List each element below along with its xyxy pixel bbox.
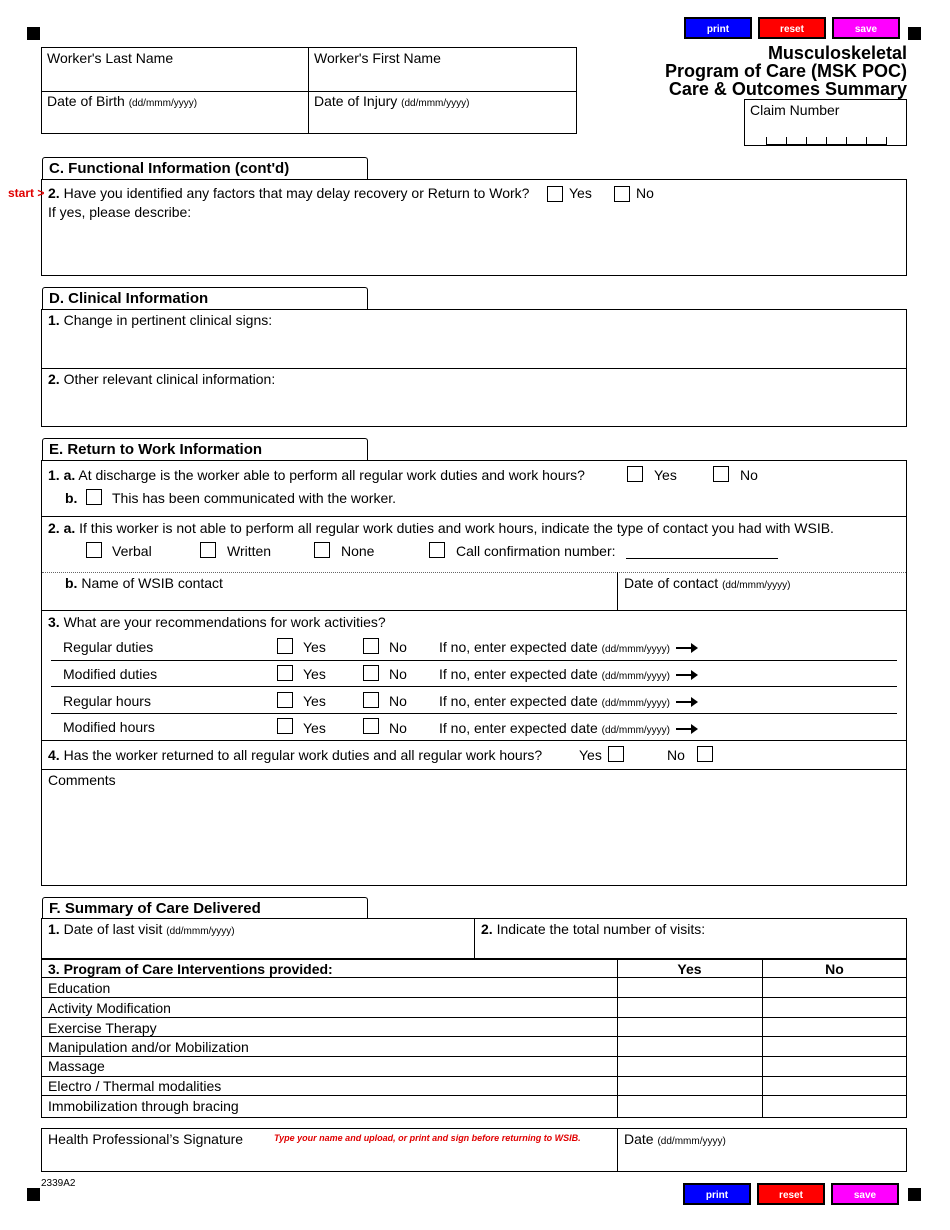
print-button[interactable]: print <box>683 1183 751 1205</box>
activity-no-checkbox[interactable] <box>363 692 379 708</box>
e-q4-text: 4. Has the worker returned to all regular work duties and all regular work hours? <box>48 747 543 763</box>
section-c-title: C. Functional Information (cont'd) <box>42 157 368 179</box>
last-visit-field[interactable]: 1. Date of last visit (dd/mmm/yyyy) <box>48 921 235 937</box>
row-divider <box>51 686 897 687</box>
date-of-contact-field[interactable]: Date of contact (dd/mmm/yyyy) <box>624 575 791 591</box>
dob-field[interactable] <box>47 93 197 109</box>
claim-digit-tick <box>786 137 787 144</box>
intervention-label: Activity Modification <box>48 1000 171 1016</box>
claim-digit-tick <box>766 137 767 144</box>
none-checkbox[interactable] <box>314 542 330 558</box>
section-d-divider <box>41 368 907 369</box>
e-q1b-checkbox[interactable] <box>86 489 102 505</box>
table-row-divider <box>41 1056 907 1057</box>
activity-label: Regular hours <box>63 693 151 709</box>
section-d-title: D. Clinical Information <box>42 287 368 309</box>
signature-field[interactable]: Health Professional’s Signature <box>48 1131 244 1147</box>
claim-digit-tick <box>886 137 887 144</box>
no-label: No <box>389 720 407 736</box>
intervention-label: Manipulation and/or Mobilization <box>48 1039 249 1055</box>
claim-digit-tick <box>866 137 867 144</box>
no-label: No <box>740 467 758 483</box>
activity-no-checkbox[interactable] <box>363 718 379 734</box>
table-row-divider <box>41 1036 907 1037</box>
c-q2-no-checkbox[interactable] <box>614 186 630 202</box>
expected-date-field[interactable]: If no, enter expected date (dd/mmm/yyyy) <box>439 720 671 736</box>
c-q2-yes-checkbox[interactable] <box>547 186 563 202</box>
d-q1-field[interactable]: 1. Change in pertinent clinical signs: <box>48 312 273 328</box>
save-button[interactable]: save <box>831 1183 899 1205</box>
signature-date-field[interactable]: Date (dd/mmm/yyyy) <box>624 1131 726 1147</box>
yes-label: Yes <box>303 720 326 736</box>
section-e-divider <box>41 610 907 611</box>
e-q2a-text: 2. a. If this worker is not able to perform all regular work duties and work hours, indicate the type of contact you had with WSIB. <box>48 520 834 536</box>
expected-date-field[interactable]: If no, enter expected date (dd/mmm/yyyy) <box>439 693 671 709</box>
intervention-label: Exercise Therapy <box>48 1020 157 1036</box>
call-confirmation-label: Call confirmation number: <box>456 543 616 559</box>
form-title-line1: Musculoskeletal <box>767 43 907 63</box>
table-column-divider <box>762 958 763 1118</box>
form-title-line2: Program of Care (MSK POC) <box>664 61 907 81</box>
claim-number-baseline <box>766 144 887 145</box>
claim-digit-tick <box>826 137 827 144</box>
activity-label: Modified hours <box>63 719 155 735</box>
e-q3-text: 3. What are your recommendations for work activities? <box>48 614 386 630</box>
section-f-divider <box>474 918 475 959</box>
intervention-label: Education <box>48 980 111 996</box>
signature-note: Type your name and upload, or print and sign before returning to WSIB. <box>274 1133 581 1143</box>
doi-label: Date of Injury <box>314 93 398 109</box>
registration-mark <box>27 1188 40 1201</box>
c-q2-text: 2. Have you identified any factors that may delay recovery or Return to Work? <box>48 185 530 201</box>
section-e-dotted-divider <box>42 572 906 573</box>
dob-label: Date of Birth <box>47 93 125 109</box>
wsib-contact-field[interactable]: b. Name of WSIB contact <box>65 575 223 591</box>
form-title-line3: Care & Outcomes Summary <box>668 79 907 99</box>
row-divider <box>51 660 897 661</box>
print-button[interactable]: print <box>684 17 752 39</box>
total-visits-field[interactable]: 2. Indicate the total number of visits: <box>481 921 706 937</box>
e-q4-yes-checkbox[interactable] <box>608 746 624 762</box>
activity-label: Regular duties <box>63 639 154 655</box>
d-q2-field[interactable]: 2. Other relevant clinical information: <box>48 371 276 387</box>
section-e-divider <box>41 740 907 741</box>
claim-digit-tick <box>806 137 807 144</box>
no-label: No <box>667 747 685 763</box>
yes-label: Yes <box>303 666 326 682</box>
activity-yes-checkbox[interactable] <box>277 638 293 654</box>
yes-label: Yes <box>303 639 326 655</box>
verbal-checkbox[interactable] <box>86 542 102 558</box>
intervention-label: Immobilization through bracing <box>48 1098 239 1114</box>
call-confirmation-checkbox[interactable] <box>429 542 445 558</box>
form-number: 2339A2 <box>41 1178 76 1189</box>
interventions-header: 3. Program of Care Interventions provided: <box>48 961 333 977</box>
e-q1b-number: b. <box>65 490 78 506</box>
yes-label: Yes <box>303 693 326 709</box>
column-yes-header: Yes <box>677 961 702 977</box>
claim-number-label: Claim Number <box>750 102 840 118</box>
first-name-label[interactable]: Worker's First Name <box>314 50 441 66</box>
start-marker: start > <box>8 186 45 200</box>
activity-label: Modified duties <box>63 666 158 682</box>
expected-date-field[interactable]: If no, enter expected date (dd/mmm/yyyy) <box>439 666 671 682</box>
yes-label: Yes <box>654 467 677 483</box>
written-label: Written <box>227 543 272 559</box>
activity-yes-checkbox[interactable] <box>277 665 293 681</box>
e-q1a-text: 1. a. At discharge is the worker able to perform all regular work duties and work hours? <box>48 467 585 483</box>
reset-button[interactable]: reset <box>757 1183 825 1205</box>
c-describe-field[interactable]: If yes, please describe: <box>48 204 192 220</box>
activity-yes-checkbox[interactable] <box>277 692 293 708</box>
activity-no-checkbox[interactable] <box>363 638 379 654</box>
signature-divider <box>617 1128 618 1172</box>
section-e-divider <box>41 769 907 770</box>
call-confirmation-input[interactable] <box>626 558 778 559</box>
yes-label: Yes <box>569 185 592 201</box>
e-q4-no-checkbox[interactable] <box>697 746 713 762</box>
last-name-label[interactable]: Worker's Last Name <box>47 50 174 66</box>
registration-mark <box>908 1188 921 1201</box>
no-label: No <box>636 185 654 201</box>
e-q1a-yes-checkbox[interactable] <box>627 466 643 482</box>
none-label: None <box>341 543 375 559</box>
activity-no-checkbox[interactable] <box>363 665 379 681</box>
section-e-divider <box>41 516 907 517</box>
verbal-label: Verbal <box>112 543 152 559</box>
section-f-divider <box>41 958 907 960</box>
table-row-divider <box>41 997 907 998</box>
date-format: (dd/mmm/yyyy) <box>401 98 470 109</box>
arrow-right-icon <box>676 701 692 703</box>
worker-info-divider <box>41 91 577 92</box>
arrow-right-icon <box>676 674 692 676</box>
e-q1a-no-checkbox[interactable] <box>713 466 729 482</box>
no-label: No <box>389 639 407 655</box>
arrow-right-icon <box>676 728 692 730</box>
worker-info-divider <box>308 47 309 134</box>
e-q1b-text: This has been communicated with the worker. <box>112 490 397 506</box>
row-divider <box>51 713 897 714</box>
table-row-divider <box>41 1076 907 1077</box>
section-e-divider <box>617 572 618 611</box>
table-row-divider <box>41 977 907 978</box>
intervention-label: Massage <box>48 1058 105 1074</box>
registration-mark <box>908 27 921 40</box>
table-row-divider <box>41 1095 907 1096</box>
activity-yes-checkbox[interactable] <box>277 718 293 734</box>
section-f-title: F. Summary of Care Delivered <box>42 897 368 919</box>
date-format: (dd/mmm/yyyy) <box>128 98 198 109</box>
no-label: No <box>389 693 407 709</box>
comments-field[interactable]: Comments <box>48 772 116 788</box>
column-no-header: No <box>825 961 844 977</box>
arrow-right-icon <box>676 647 692 649</box>
intervention-label: Electro / Thermal modalities <box>48 1078 222 1094</box>
written-checkbox[interactable] <box>200 542 216 558</box>
claim-digit-tick <box>846 137 847 144</box>
yes-label: Yes <box>579 747 602 763</box>
expected-date-field[interactable]: If no, enter expected date (dd/mmm/yyyy) <box>439 639 671 655</box>
doi-field[interactable] <box>314 93 470 109</box>
section-e-title: E. Return to Work Information <box>42 438 368 460</box>
registration-mark <box>27 27 40 40</box>
table-row-divider <box>41 1017 907 1018</box>
reset-button[interactable]: reset <box>758 17 826 39</box>
no-label: No <box>389 666 407 682</box>
save-button[interactable]: save <box>832 17 900 39</box>
table-column-divider <box>617 958 618 1118</box>
